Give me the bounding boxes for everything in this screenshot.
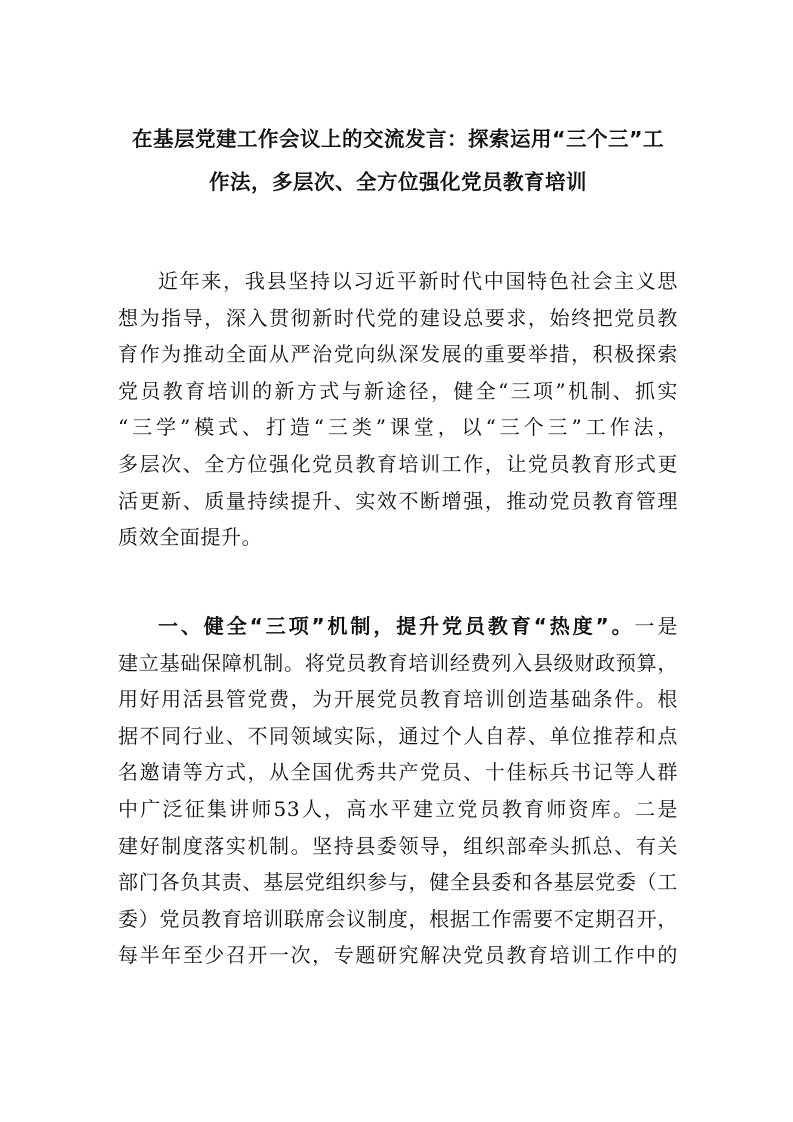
paragraph-line: 多层次、全方位强化党员教育培训工作，让党员教育形式更 (118, 451, 678, 476)
paragraph-line: 委）党员教育培训联席会议制度，根据工作需要不定期召开， (118, 906, 678, 931)
paragraph-line: 据不同行业、不同领域实际，通过个人自荐、单位推荐和点 (118, 723, 678, 748)
paragraph-line: 中广泛征集讲师53人，高水平建立党员教育师资库。二是 (118, 796, 678, 821)
paragraph-line: 想为指导，深入贯彻新时代党的建设总要求，始终把党员教 (118, 305, 678, 330)
intro-paragraph (118, 263, 678, 556)
paragraph-line: 党员教育培训的新方式与新途径，健全“三项”机制、抓实 (118, 378, 678, 403)
section-heading: 一、健全“三项”机制，提升党员教育“热度”。 (158, 614, 635, 638)
paragraph-line: 质效全面提升。 (118, 525, 263, 550)
paragraph-line: 建立基础保障机制。将党员教育培训经费列入县级财政预算， (118, 650, 678, 675)
paragraph-line: “三学”模式、打造“三类”课堂，以“三个三”工作法， (118, 415, 678, 440)
paragraph-line: 部门各负其责、基层党组织参与，健全县委和各基层党委（工 (118, 870, 678, 895)
section-heading-line (118, 608, 678, 645)
paragraph-line: 每半年至少召开一次，专题研究解决党员教育培训工作中的 (118, 943, 678, 968)
section-1-paragraph (118, 608, 678, 974)
paragraph-line: 建好制度落实机制。坚持县委领导，组织部牵头抓总、有关 (118, 833, 678, 858)
title-line: 在基层党建工作会议上的交流发言：探索运用“三个三”工 (132, 127, 664, 151)
section-heading-tail: 一是 (634, 614, 679, 638)
paragraph-line: 近年来，我县坚持以习近平新时代中国特色社会主义思 (158, 269, 678, 293)
document-title (118, 118, 678, 204)
paragraph-line: 育作为推动全面从严治党向纵深发展的重要举措，积极探索 (118, 342, 678, 367)
title-line: 作法，多层次、全方位强化党员教育培训 (209, 170, 587, 194)
paragraph-line: 活更新、质量持续提升、实效不断增强，推动党员教育管理 (118, 488, 678, 513)
paragraph-line: 名邀请等方式，从全国优秀共产党员、十佳标兵书记等人群 (118, 760, 678, 785)
paragraph-line: 用好用活县管党费，为开展党员教育培训创造基础条件。根 (118, 687, 678, 712)
